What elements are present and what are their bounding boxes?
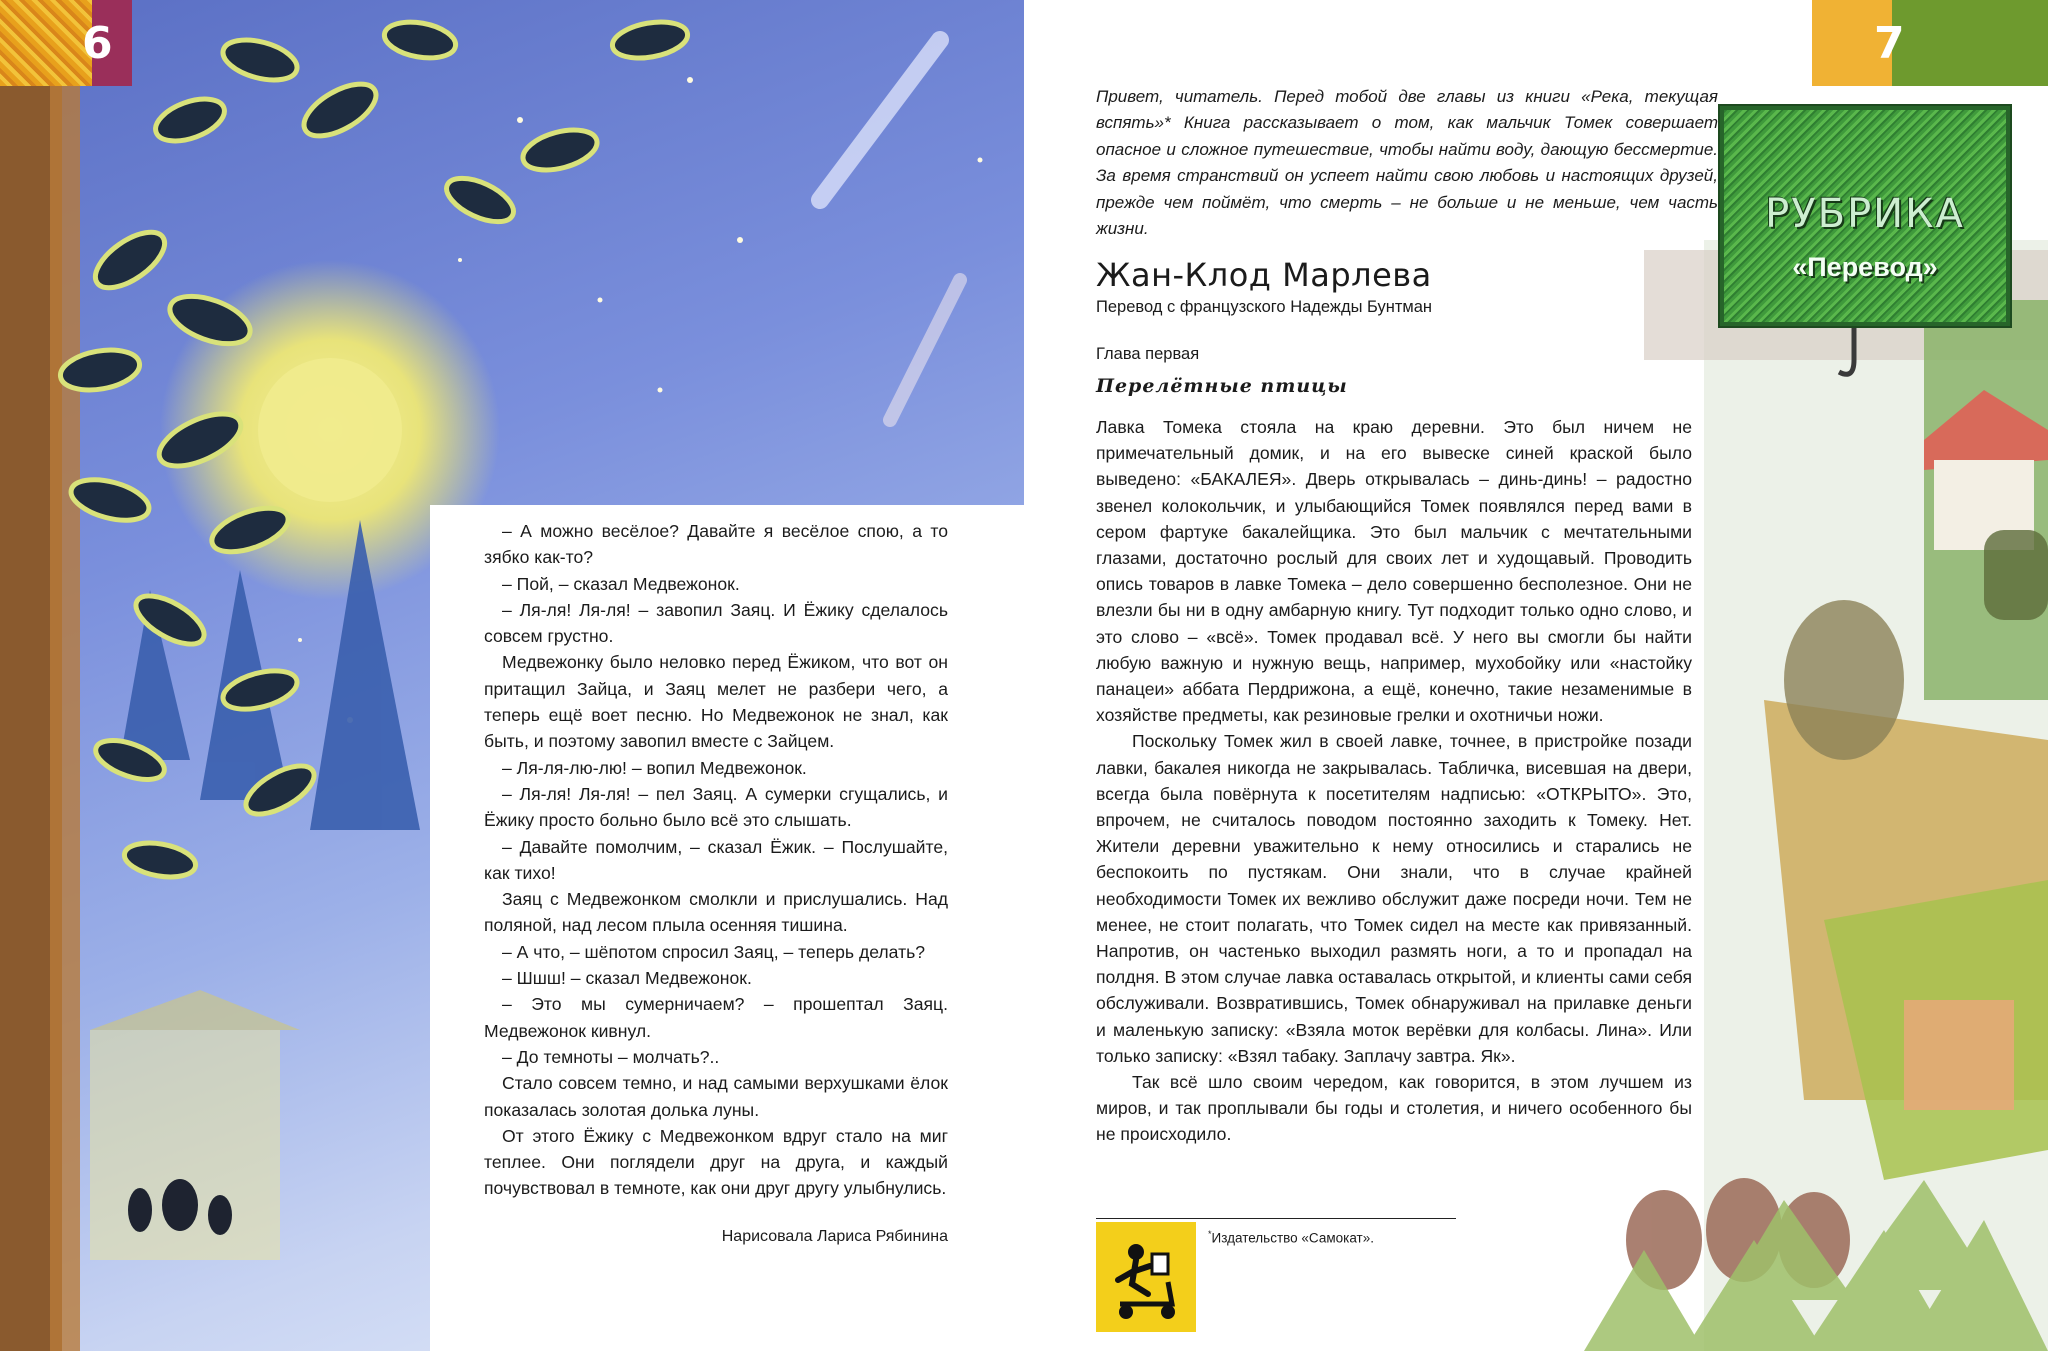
publisher-logo bbox=[1096, 1222, 1196, 1332]
jar bbox=[1984, 530, 2048, 620]
paragraph: – Давайте помолчим, – сказал Ёжик. – Послушайте, как тихо! bbox=[484, 836, 948, 883]
paragraph: – Шшш! – сказал Медвежонок. bbox=[502, 968, 752, 989]
page-number-right: 7 bbox=[1812, 0, 2048, 86]
comet-streak bbox=[820, 40, 940, 200]
paragraph: – А можно весёлое? Давайте я весёлое спою, а то зябко как-то? bbox=[484, 521, 948, 568]
paragraph: Медвежонку было неловко перед Ёжиком, что вот он притащил Зайца, и Заяц мелет не разбери чего, а теперь ещё воет песню. Но Медвежонок не знал, как быть, и поэтому завопил вместе с Зайцем. bbox=[484, 652, 948, 752]
box bbox=[1904, 1000, 2014, 1110]
rubric-title: РУБРИКА bbox=[1765, 191, 1965, 237]
paragraph: – Ля-ля! Ля-ля! – завопил Заяц. И Ёжику сделалось совсем грустно. bbox=[484, 599, 948, 647]
translator-line: Перевод с французского Надежды Бунтман bbox=[1096, 298, 1433, 316]
author-name: Жан-Клод Марлева bbox=[1096, 256, 1432, 294]
paragraph: От этого Ёжику с Медвежонком вдруг стало на миг теплее. Они поглядели друг на друга, и каждый почувствовал в темноте, как они друг другу улыбнулись. bbox=[484, 1125, 948, 1199]
footnote-divider bbox=[1096, 1218, 1456, 1219]
paragraph: Стало совсем темно, и над самыми верхушками ёлок показалась золотая долька луны. bbox=[484, 1073, 948, 1120]
paragraph: Так всё шло своим чередом, как говорится, в этом лучшем из миров, и так проплывали бы годы и столетия, и ничего особенного бы не происходило. bbox=[1096, 1072, 1692, 1145]
chapter-title: Перелётные птицы bbox=[1096, 375, 1348, 397]
rubric-subtitle: «Перевод» bbox=[1792, 252, 1938, 282]
moon bbox=[258, 358, 402, 502]
illustrator-credit: Нарисовала Лариса Рябинина bbox=[721, 1228, 948, 1245]
left-story-text bbox=[484, 518, 948, 1202]
right-story-text bbox=[1096, 414, 1692, 1148]
footnote-mark: * bbox=[1208, 1229, 1212, 1239]
paragraph: Заяц с Медвежонком смолкли и прислушались. Над поляной, над лесом плыла осенняя тишина. bbox=[484, 889, 948, 936]
sack bbox=[1784, 600, 1904, 760]
hut-roof bbox=[90, 990, 300, 1030]
footnote-text: Издательство «Самокат». bbox=[1211, 1230, 1374, 1246]
rubric-badge bbox=[1720, 106, 2010, 326]
paragraph: – Это мы сумерничаем? – прошептал Заяц. Медвежонок кивнул. bbox=[484, 994, 948, 1041]
paragraph: – До темноты – молчать?.. bbox=[502, 1046, 720, 1067]
paragraph: – Пой, – сказал Медвежонок. bbox=[502, 573, 740, 594]
introduction: Привет, читатель. Перед тобой две главы из книги «Река, текущая вспять»* Книга рассказывает о том, как мальчик Томек совершает опасное и сложное путешествие, чтобы найти воду, дающую бессмертие. За время странствий он успеет найти свою любовь и настоящих друзей, прежде чем поймёт, что смерть – не больше и не меньше, чем часть жизни. bbox=[1096, 87, 1718, 239]
page-number-left: 6 bbox=[0, 0, 132, 86]
comet-streak bbox=[890, 280, 960, 420]
scooter-icon bbox=[1096, 1222, 1196, 1332]
paragraph: Лавка Томека стояла на краю деревни. Это был ничем не примечательный домик, и на его вывеске синей краской было выведено: «БАКАЛЕЯ». Дверь открывалась – динь-динь! – радостно звенел колокольчик, и улыбающийся Томек появлялся перед вами в сером фартуке бакалейщика. Это был мальчик с мечтательными глазами, достаточно рослый для своих лет и худощавый. Проводить опись товаров в лавке Томека – дело совершенно бесполезное. Они не влезли бы ни в одну амбарную книгу. Тут подходит только одно слово, и это слово – «всё». Томек продавал всё. У него вы смогли бы найти любую важную и нужную вещь, например, мухобойку или «настойку панацеи» аббата Пердрижона, а ещё, конечно, такие незаменимые в хозяйстве предметы, как резиновые грелки и охотничьи ножи. bbox=[1096, 417, 1692, 726]
paragraph: – А что, – шёпотом спросил Заяц, – теперь делать? bbox=[502, 941, 926, 962]
paragraph: – Ля-ля! Ля-ля! – пел Заяц. А сумерки сгущались, и Ёжику просто больно было всё это слышать. bbox=[484, 783, 948, 831]
paragraph: – Ля-ля-лю-лю! – вопил Медвежонок. bbox=[502, 757, 807, 778]
paragraph: Поскольку Томек жил в своей лавке, точнее, в пристройке позади лавки, бакалея никогда не закрывалась. Табличка, висевшая на двери, всегда была повёрнута к посетителям надписью: «ОТКРЫТО». Это, впрочем, не считалось поводом постоянно заходить к Томеку. Нет. Жители деревни уважительно к нему относились и старались не беспокоить по пустякам. Они знали, что в случае крайней необходимости Томек их вежливо обслужит даже посреди ночи. Тем не менее, не стоит полагать, что Томек сидел на месте как привязанный. Напротив, он частенько выходил размять ноги, а то и пропадал на полдня. В этом случае лавка оставалась открытой, и клиенты сами себя обслуживали. Возвратившись, Томек обнаруживал на прилавке деньги и маленькую записку: «Взяла моток верёвки для колбасы. Лина». Или только записку: «Взял табаку. Заплачу завтра. Як». bbox=[1096, 731, 1692, 1066]
right-page bbox=[1024, 0, 2048, 1351]
chapter-number: Глава первая bbox=[1096, 345, 1200, 363]
footnote bbox=[1208, 1229, 1374, 1246]
